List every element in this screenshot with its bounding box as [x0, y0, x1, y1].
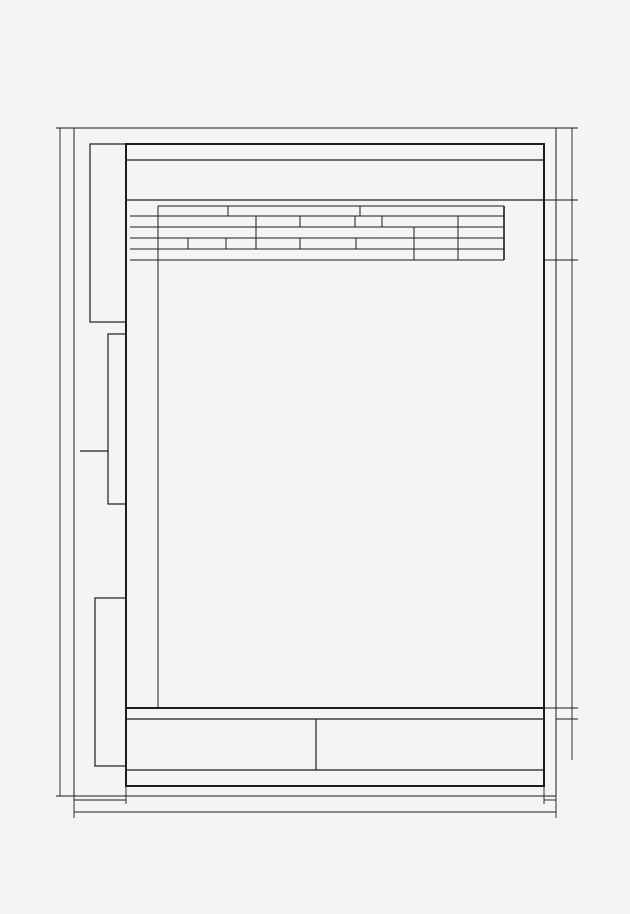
side-stamp-top	[90, 144, 126, 322]
side-stamp-bottom	[95, 598, 126, 766]
sheet-outline	[74, 128, 556, 796]
header-grid	[130, 206, 504, 260]
form-frame	[126, 144, 544, 786]
side-stamp-middle	[108, 334, 126, 504]
dimension-lines	[56, 128, 578, 818]
